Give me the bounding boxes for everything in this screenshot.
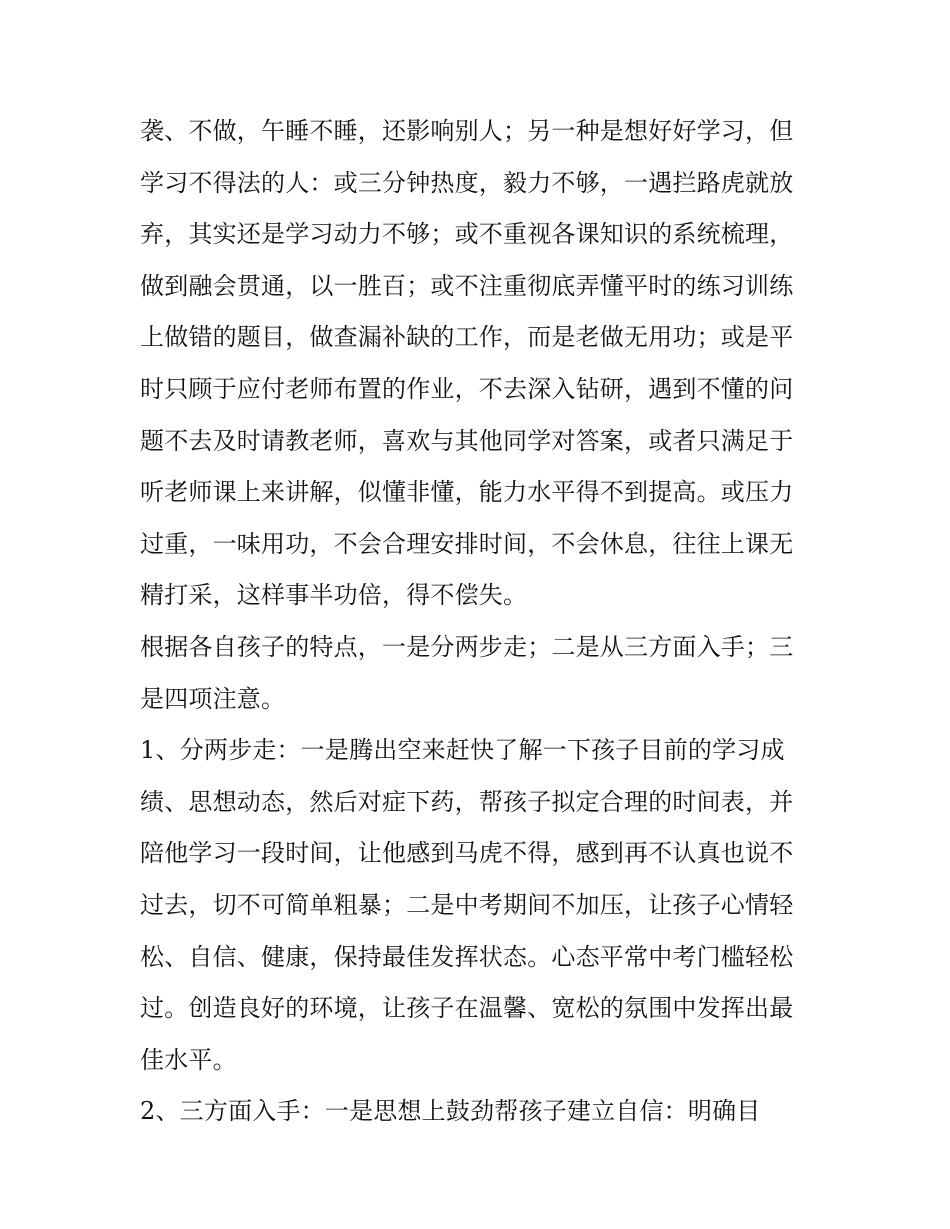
text-line: 学习不得法的人：或三分钟热度，毅力不够，一遇拦路虎就放 — [140, 168, 794, 197]
text-line: 2、三方面入手：一是思想上鼓劲帮孩子建立自信：明确目 — [140, 1097, 761, 1126]
text-line: 1、分两步走：一是腾出空来赶快了解一下孩子目前的学习成 — [140, 736, 785, 765]
text-line: 上做错的题目，做查漏补缺的工作，而是老做无用功；或是平 — [140, 323, 794, 352]
text-line: 过。创造良好的环境，让孩子在温馨、宽松的氛围中发挥出最 — [140, 994, 794, 1023]
text-line: 根据各自孩子的特点，一是分两步走；二是从三方面入手；三 — [140, 632, 794, 661]
text-line: 题不去及时请教老师，喜欢与其他同学对答案，或者只满足于 — [140, 426, 794, 455]
text-line: 绩、思想动态，然后对症下药，帮孩子拟定合理的时间表，并 — [140, 787, 794, 816]
text-line: 松、自信、健康，保持最佳发挥状态。心态平常中考门槛轻松 — [140, 942, 794, 971]
text-line: 听老师课上来讲解，似懂非懂，能力水平得不到提高。或压力 — [140, 478, 794, 507]
text-line: 佳水平。 — [140, 1045, 237, 1074]
text-line: 陪他学习一段时间，让他感到马虎不得，感到再不认真也说不 — [140, 839, 794, 868]
text-line: 弃，其实还是学习动力不够；或不重视各课知识的系统梳理， — [140, 220, 794, 249]
document-body-text — [140, 106, 830, 1138]
text-line: 精打采，这样事半功倍，得不偿失。 — [140, 581, 528, 610]
text-line: 做到融会贯通，以一胜百；或不注重彻底弄懂平时的练习训练 — [140, 271, 794, 300]
text-line: 是四项注意。 — [140, 684, 286, 713]
text-line: 过重，一味用功，不会合理安排时间，不会休息，往往上课无 — [140, 529, 794, 558]
text-line: 过去，切不可简单粗暴；二是中考期间不加压，让孩子心情轻 — [140, 890, 794, 919]
text-line: 袭、不做，午睡不睡，还影响别人；另一种是想好好学习，但 — [140, 117, 794, 145]
text-line: 时只顾于应付老师布置的作业，不去深入钻研，遇到不懂的问 — [140, 374, 794, 403]
